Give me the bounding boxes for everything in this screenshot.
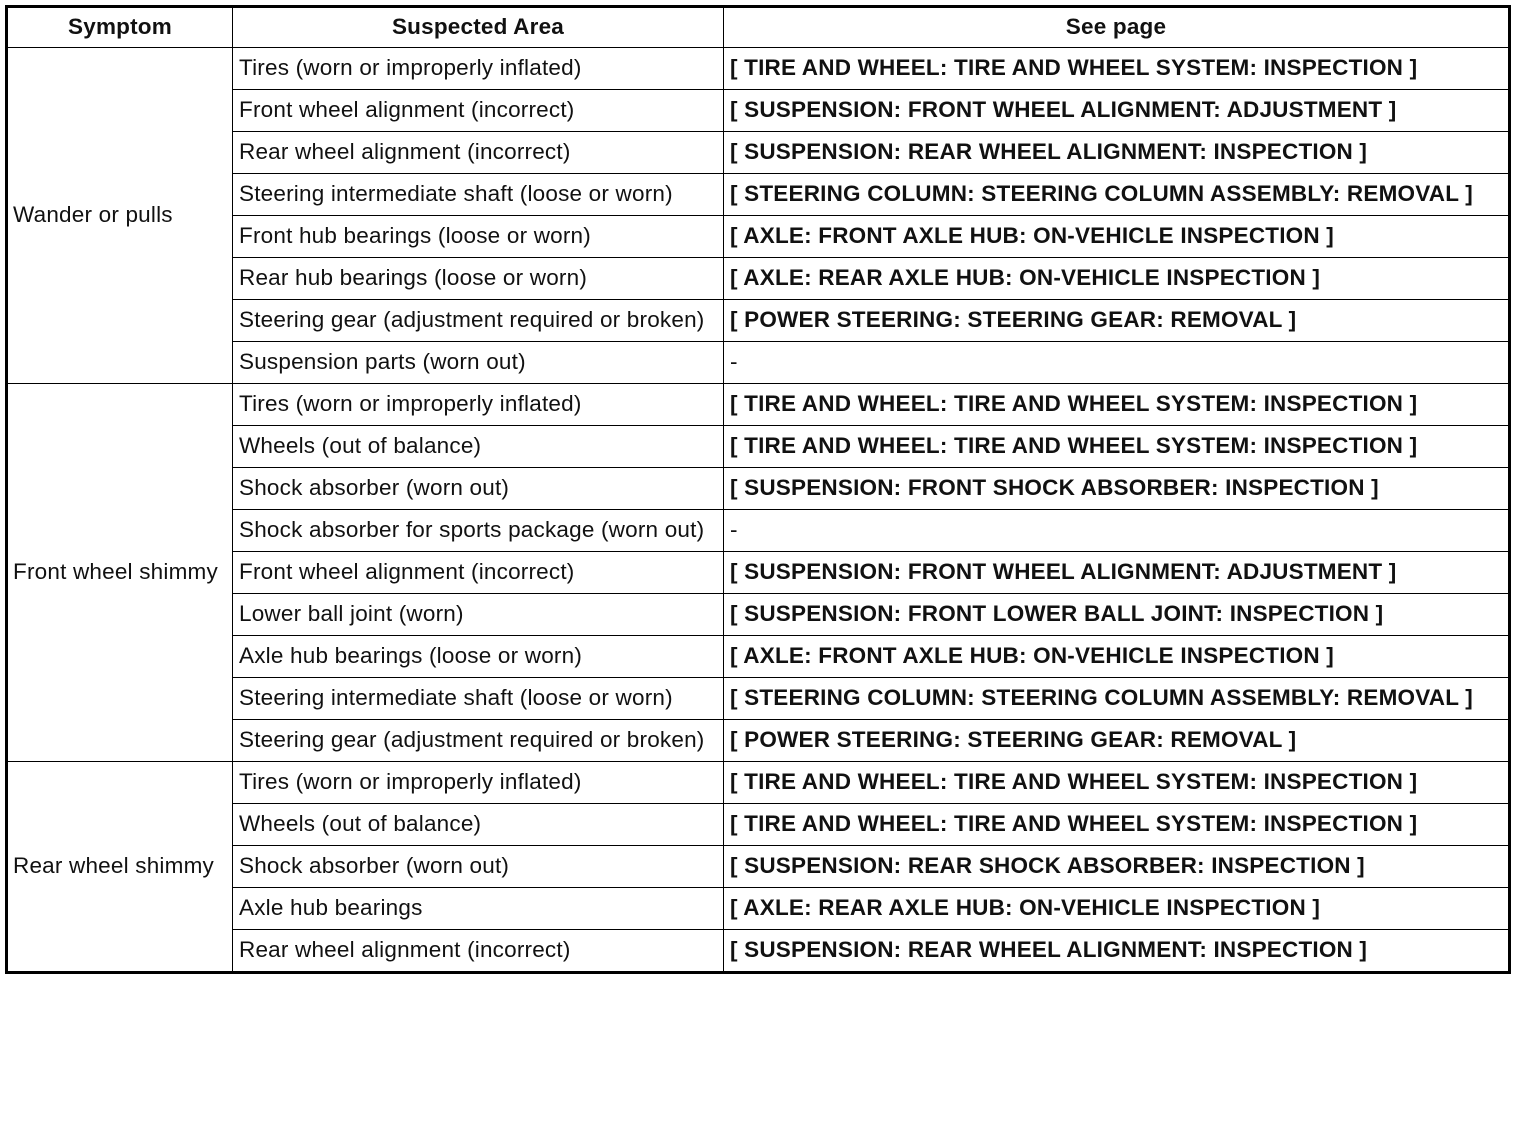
see-page-link[interactable]: [ TIRE AND WHEEL: TIRE AND WHEEL SYSTEM: INSPECTION ] [724,762,1510,804]
see-page-cell: - [724,510,1510,552]
troubleshooting-table [5,5,1511,974]
table-row [7,720,1510,762]
symptom-cell: Front wheel shimmy [7,384,233,762]
suspected-area-cell: Front wheel alignment (incorrect) [233,90,724,132]
header-symptom: Symptom [7,7,233,48]
table-row [7,468,1510,510]
see-page-link[interactable]: [ POWER STEERING: STEERING GEAR: REMOVAL ] [724,720,1510,762]
see-page-link[interactable]: [ SUSPENSION: FRONT SHOCK ABSORBER: INSPECTION ] [724,468,1510,510]
see-page-link[interactable]: [ STEERING COLUMN: STEERING COLUMN ASSEMBLY: REMOVAL ] [724,174,1510,216]
table-body [7,48,1510,973]
suspected-area-cell: Shock absorber (worn out) [233,846,724,888]
table-row [7,678,1510,720]
see-page-link[interactable]: [ TIRE AND WHEEL: TIRE AND WHEEL SYSTEM: INSPECTION ] [724,48,1510,90]
suspected-area-cell: Tires (worn or improperly inflated) [233,762,724,804]
table-row [7,174,1510,216]
table-row [7,552,1510,594]
suspected-area-cell: Steering gear (adjustment required or broken) [233,300,724,342]
suspected-area-cell: Suspension parts (worn out) [233,342,724,384]
see-page-link[interactable]: [ SUSPENSION: FRONT WHEEL ALIGNMENT: ADJUSTMENT ] [724,552,1510,594]
see-page-link[interactable]: [ SUSPENSION: FRONT LOWER BALL JOINT: INSPECTION ] [724,594,1510,636]
see-page-link[interactable]: [ TIRE AND WHEEL: TIRE AND WHEEL SYSTEM: INSPECTION ] [724,426,1510,468]
see-page-link[interactable]: [ SUSPENSION: FRONT WHEEL ALIGNMENT: ADJUSTMENT ] [724,90,1510,132]
table-row [7,888,1510,930]
table-row [7,846,1510,888]
suspected-area-cell: Wheels (out of balance) [233,426,724,468]
see-page-link[interactable]: [ SUSPENSION: REAR SHOCK ABSORBER: INSPECTION ] [724,846,1510,888]
suspected-area-cell: Steering gear (adjustment required or broken) [233,720,724,762]
table-row [7,384,1510,426]
suspected-area-cell: Shock absorber (worn out) [233,468,724,510]
see-page-link[interactable]: [ TIRE AND WHEEL: TIRE AND WHEEL SYSTEM: INSPECTION ] [724,804,1510,846]
see-page-link[interactable]: [ SUSPENSION: REAR WHEEL ALIGNMENT: INSPECTION ] [724,132,1510,174]
table-row [7,90,1510,132]
suspected-area-cell: Rear wheel alignment (incorrect) [233,132,724,174]
table-row [7,216,1510,258]
table-row [7,342,1510,384]
suspected-area-cell: Shock absorber for sports package (worn out) [233,510,724,552]
see-page-link[interactable]: [ SUSPENSION: REAR WHEEL ALIGNMENT: INSPECTION ] [724,930,1510,973]
symptom-cell: Rear wheel shimmy [7,762,233,973]
see-page-link[interactable]: [ AXLE: REAR AXLE HUB: ON-VEHICLE INSPECTION ] [724,258,1510,300]
see-page-link[interactable]: [ AXLE: REAR AXLE HUB: ON-VEHICLE INSPECTION ] [724,888,1510,930]
table-row [7,804,1510,846]
table-row [7,636,1510,678]
see-page-cell: - [724,342,1510,384]
suspected-area-cell: Axle hub bearings [233,888,724,930]
table-row [7,930,1510,973]
suspected-area-cell: Steering intermediate shaft (loose or worn) [233,174,724,216]
header-see-page: See page [724,7,1510,48]
suspected-area-cell: Rear hub bearings (loose or worn) [233,258,724,300]
suspected-area-cell: Tires (worn or improperly inflated) [233,384,724,426]
see-page-link[interactable]: [ POWER STEERING: STEERING GEAR: REMOVAL ] [724,300,1510,342]
table-row [7,426,1510,468]
see-page-link[interactable]: [ AXLE: FRONT AXLE HUB: ON-VEHICLE INSPECTION ] [724,636,1510,678]
table-row [7,300,1510,342]
suspected-area-cell: Tires (worn or improperly inflated) [233,48,724,90]
table-row [7,48,1510,90]
table-row [7,132,1510,174]
see-page-link[interactable]: [ TIRE AND WHEEL: TIRE AND WHEEL SYSTEM: INSPECTION ] [724,384,1510,426]
table-row [7,258,1510,300]
suspected-area-cell: Front hub bearings (loose or worn) [233,216,724,258]
suspected-area-cell: Steering intermediate shaft (loose or worn) [233,678,724,720]
suspected-area-cell: Axle hub bearings (loose or worn) [233,636,724,678]
table-row [7,762,1510,804]
suspected-area-cell: Lower ball joint (worn) [233,594,724,636]
table-row [7,510,1510,552]
header-suspected-area: Suspected Area [233,7,724,48]
see-page-link[interactable]: [ AXLE: FRONT AXLE HUB: ON-VEHICLE INSPECTION ] [724,216,1510,258]
suspected-area-cell: Wheels (out of balance) [233,804,724,846]
suspected-area-cell: Rear wheel alignment (incorrect) [233,930,724,973]
header-row [7,7,1510,48]
symptom-cell: Wander or pulls [7,48,233,384]
table-row [7,594,1510,636]
suspected-area-cell: Front wheel alignment (incorrect) [233,552,724,594]
see-page-link[interactable]: [ STEERING COLUMN: STEERING COLUMN ASSEMBLY: REMOVAL ] [724,678,1510,720]
